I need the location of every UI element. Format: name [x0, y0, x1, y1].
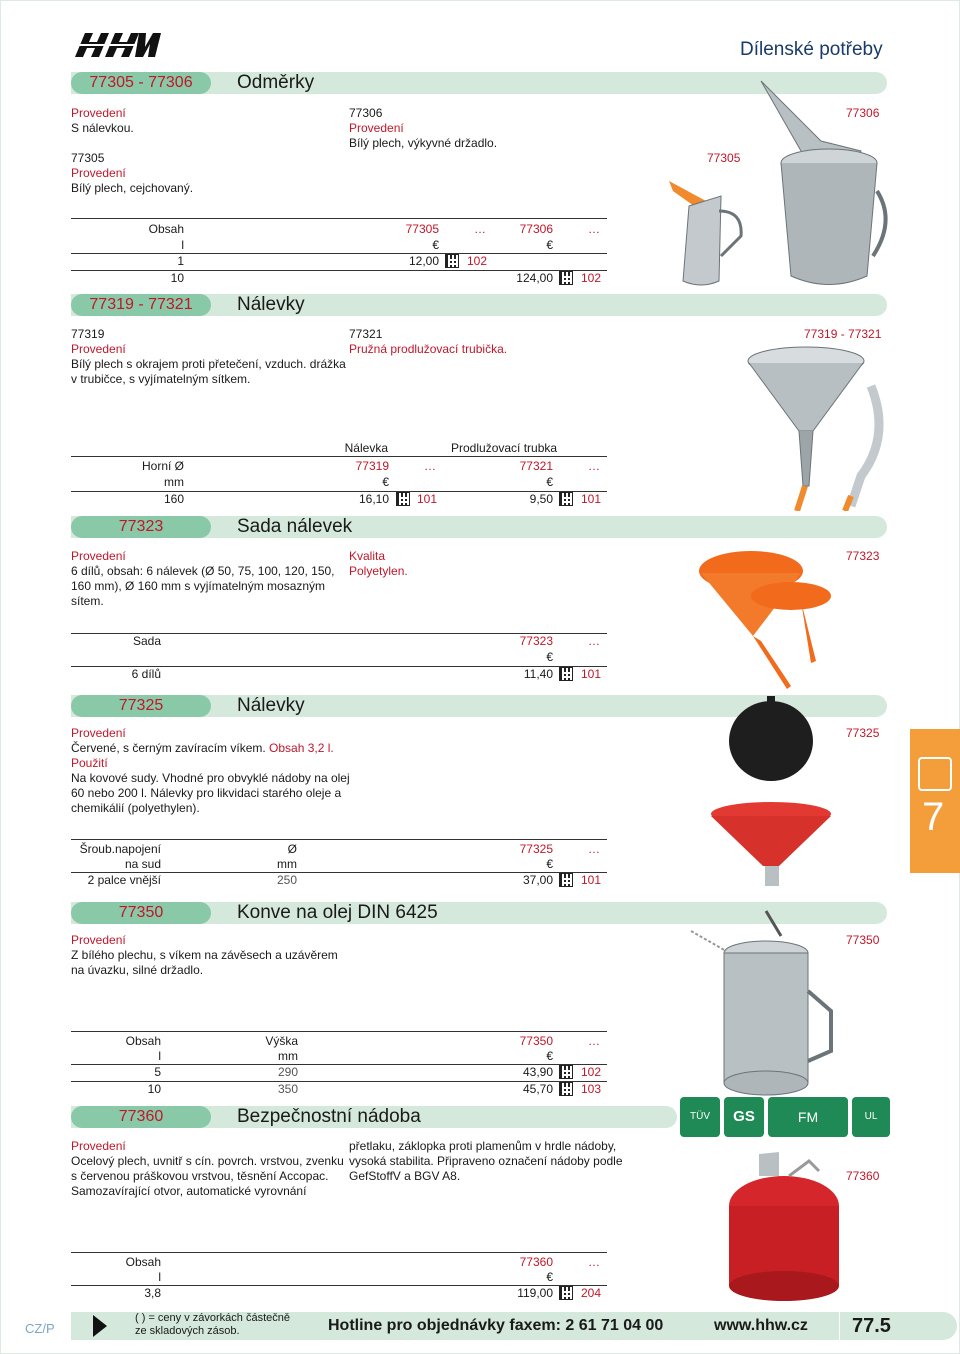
price: 16,10: [358, 492, 389, 506]
desc-text: sítem.: [71, 594, 104, 608]
currency: €: [546, 857, 553, 871]
group-header: Nálevka: [344, 441, 388, 455]
price-group: 204: [581, 1286, 602, 1300]
table-cell: 160: [163, 492, 184, 506]
item-number-pill: 77350: [71, 902, 211, 924]
ul-badge: UL: [852, 1097, 890, 1137]
col-header: Ø: [287, 842, 297, 856]
table-cell: 10: [170, 271, 184, 285]
section-title: Nálevky: [237, 294, 305, 315]
table-cell: 290: [277, 1065, 298, 1079]
desc-text: GefStoffV a BGV A8.: [349, 1169, 461, 1183]
price-group: 101: [417, 492, 438, 506]
item-code: 77306: [349, 106, 383, 120]
dots: …: [588, 459, 600, 473]
price-table-77350: [71, 1031, 607, 1097]
measuring-jug-image: [661, 71, 891, 291]
desc-text: Ocelový plech, uvnitř s cín. povrch. vrstvou, zvenku: [71, 1154, 344, 1168]
fm-badge: FM: [768, 1097, 848, 1137]
certification-badges: [680, 1097, 890, 1139]
col-header-code: 77325: [519, 842, 553, 856]
col-header-code: 77306: [519, 222, 553, 236]
table-cell: 2 palce vnější: [87, 873, 161, 887]
table-cell: 250: [276, 873, 297, 887]
image-label: 77323: [846, 549, 880, 563]
price: 119,00: [517, 1286, 553, 1300]
hhw-logo: [71, 31, 163, 59]
item-code: 77305: [71, 151, 105, 165]
label-provedeni: Provedení: [71, 549, 126, 563]
price-group: 101: [581, 667, 602, 681]
desc-text: 160 mm), Ø 160 mm s vyjímatelným mosazným: [71, 579, 326, 593]
footer-note: ze skladových zásob.: [135, 1325, 240, 1337]
qr-code-icon: [559, 271, 573, 285]
table-cell: 1: [177, 254, 184, 268]
currency: €: [382, 475, 389, 489]
dots: …: [588, 222, 600, 236]
currency: €: [546, 1270, 553, 1284]
section-title: Nálevky: [237, 695, 305, 716]
col-header-code: 77360: [519, 1255, 553, 1269]
col-header: Sada: [132, 634, 161, 648]
price-table-77325: [71, 839, 607, 891]
section-title: Odměrky: [237, 72, 315, 93]
price: 37,00: [522, 873, 553, 887]
arrow-icon: [93, 1315, 107, 1337]
label-provedeni: Provedení: [71, 106, 126, 120]
image-label: 77360: [846, 1169, 880, 1183]
qr-code-icon: [559, 492, 573, 506]
desc-text: Bílý plech, cejchovaný.: [71, 181, 194, 195]
qr-code-icon: [559, 1065, 573, 1079]
image-label: 77305: [707, 151, 741, 165]
label-provedeni: Provedení: [71, 726, 126, 740]
price: 12,00: [408, 254, 439, 268]
group-header: Prodlužovací trubka: [451, 441, 558, 455]
price-group: 102: [581, 1065, 602, 1079]
label-provedeni: Provedení: [71, 1139, 126, 1153]
language-code: CZ/P: [25, 1321, 55, 1336]
currency: €: [546, 1049, 553, 1063]
currency: €: [432, 238, 439, 252]
dots: …: [588, 634, 600, 648]
gs-badge: GS: [724, 1097, 764, 1137]
col-unit: l: [158, 1270, 161, 1284]
footer-note: ( ) = ceny v závorkách částečně: [135, 1312, 290, 1324]
desc-text: Z bílého plechu, s víkem na závěsech a uzávěrem: [71, 948, 338, 962]
price-group: 103: [581, 1082, 602, 1096]
desc-text: přetlaku, záklopka proti plamenům v hrdle nádoby,: [349, 1139, 617, 1153]
price-table-77323: [71, 633, 607, 683]
col-unit: l: [181, 238, 184, 252]
desc-text: Bílý plech, výkyvné držadlo.: [349, 136, 498, 150]
table-cell: 10: [147, 1082, 161, 1096]
item-number-pill: 77305 - 77306: [71, 72, 211, 94]
red-funnel-with-lid-image: [701, 696, 841, 891]
section-title: Bezpečnostní nádoba: [237, 1106, 421, 1127]
col-header-code: 77321: [519, 459, 553, 473]
col-header: Horní Ø: [141, 459, 184, 473]
col-header-code: 77319: [355, 459, 389, 473]
desc-text: s červenou práškovou vrstvou, těsnění Accopac.: [71, 1169, 329, 1183]
price-group: 102: [581, 271, 602, 285]
section-title: Sada nálevek: [237, 516, 353, 537]
table-cell: 6 dílů: [131, 667, 161, 681]
qr-code-icon: [445, 254, 459, 268]
image-label: 77325: [846, 726, 880, 740]
col-unit: l: [158, 1049, 161, 1063]
desc-text: 6 dílů, obsah: 6 nálevek (Ø 50, 75, 100, 120, 150,: [71, 564, 335, 578]
desc-text: S nálevkou.: [71, 121, 134, 135]
desc-text: vysoká stabilita. Připraveno označení nádoby podle: [349, 1154, 623, 1168]
dots: …: [588, 842, 600, 856]
item-number-pill: 77323: [71, 516, 211, 538]
section-header-77319: [71, 294, 887, 316]
currency: €: [546, 238, 553, 252]
price-group: 101: [581, 873, 602, 887]
price: 45,70: [522, 1082, 553, 1096]
price-table-77305: [71, 218, 607, 288]
table-cell: 5: [154, 1065, 161, 1079]
item-number-pill: 77325: [71, 695, 211, 717]
label-provedeni: Provedení: [71, 933, 126, 947]
hotline-text: Hotline pro objednávky faxem: 2 61 71 04 00: [328, 1317, 664, 1334]
desc-text: Samozavírající otvor, automatické vyrovnání: [71, 1184, 307, 1198]
qr-code-icon: [559, 873, 573, 887]
chapter-number: 7: [922, 795, 945, 839]
col-header-code: 77323: [519, 634, 553, 648]
table-cell: 350: [277, 1082, 298, 1096]
col-unit: mm: [277, 857, 297, 871]
table-cell: 3,8: [144, 1286, 161, 1300]
image-label: 77350: [846, 933, 880, 947]
currency: €: [546, 475, 553, 489]
website-link[interactable]: www.hhw.cz: [714, 1317, 808, 1334]
col-header: Šroub.napojení: [79, 842, 161, 856]
col-header: Obsah: [125, 1255, 161, 1269]
desc-text: Pružná prodlužovací trubička.: [349, 342, 508, 356]
desc-text: 60 nebo 200 l. Nálevky pro likvidaci starého oleje a: [71, 786, 342, 800]
qr-code-icon: [559, 1286, 573, 1300]
dots: …: [588, 1034, 600, 1048]
price-group: 102: [467, 254, 488, 268]
col-header: Obsah: [125, 1034, 161, 1048]
price: 9,50: [529, 492, 553, 506]
price-group: 101: [581, 492, 602, 506]
image-label: 77306: [846, 106, 880, 120]
desc-text: Na kovové sudy. Vhodné pro obvyklé nádoby na olej: [71, 771, 350, 785]
desc-text: Polyetylen.: [349, 564, 408, 578]
col-header: na sud: [124, 857, 161, 871]
page-number: 77.5: [852, 1315, 891, 1337]
category-title: Dílenské potřeby: [740, 39, 883, 60]
item-number-pill: 77360: [71, 1106, 211, 1128]
image-label: 77319 - 77321: [804, 327, 882, 341]
label-kvalita: Kvalita: [349, 549, 386, 563]
section-title: Konve na olej DIN 6425: [237, 902, 438, 923]
dots: …: [424, 459, 436, 473]
section-header-77323: [71, 516, 887, 538]
funnel-image: [741, 336, 891, 511]
desc-text: Bílý plech s okrajem proti přetečení, vzduch. drážka: [71, 357, 346, 371]
col-unit: mm: [278, 1049, 298, 1063]
col-header-code: 77350: [519, 1034, 553, 1048]
desc-text: na úvazku, silné držadlo.: [71, 963, 204, 977]
desc-text: chemikálií (polyethylen).: [71, 801, 200, 815]
label-provedeni: Provedení: [349, 121, 404, 135]
currency: €: [546, 650, 553, 664]
col-header: Výška: [265, 1034, 298, 1048]
price: 11,40: [523, 667, 553, 681]
col-header-obsah: Obsah: [148, 222, 184, 236]
tuv-badge: TÜV: [680, 1097, 720, 1137]
qr-code-icon: [396, 492, 410, 506]
label-provedeni: Provedení: [71, 342, 126, 356]
tools-icon: [918, 757, 952, 791]
item-code: 77321: [349, 327, 383, 341]
section-header-77360: [71, 1106, 677, 1128]
col-unit: mm: [164, 475, 184, 489]
safety-can-image: [719, 1146, 849, 1308]
item-code: 77319: [71, 327, 105, 341]
item-number-pill: 77319 - 77321: [71, 294, 211, 316]
price: 124,00: [516, 271, 553, 285]
chapter-tab: [910, 729, 960, 873]
qr-code-icon: [559, 1082, 573, 1096]
footer-divider: [839, 1312, 840, 1340]
desc-text: Červené, s černým zavíracím víkem. Obsah 3,2 l.: [71, 741, 334, 755]
col-header-code: 77305: [405, 222, 439, 236]
label-pouziti: Použití: [71, 756, 108, 770]
dots: …: [588, 1255, 600, 1269]
label-provedeni: Provedení: [71, 166, 126, 180]
price-table-77319-body: [71, 456, 607, 506]
dots: …: [474, 222, 486, 236]
oil-can-image: [686, 901, 836, 1101]
funnel-set-image: [691, 541, 851, 691]
price-table-77360: [71, 1252, 607, 1304]
price: 43,90: [522, 1065, 553, 1079]
desc-text: v trubičce, s vyjímatelným sítkem.: [71, 372, 251, 386]
qr-code-icon: [559, 667, 573, 681]
